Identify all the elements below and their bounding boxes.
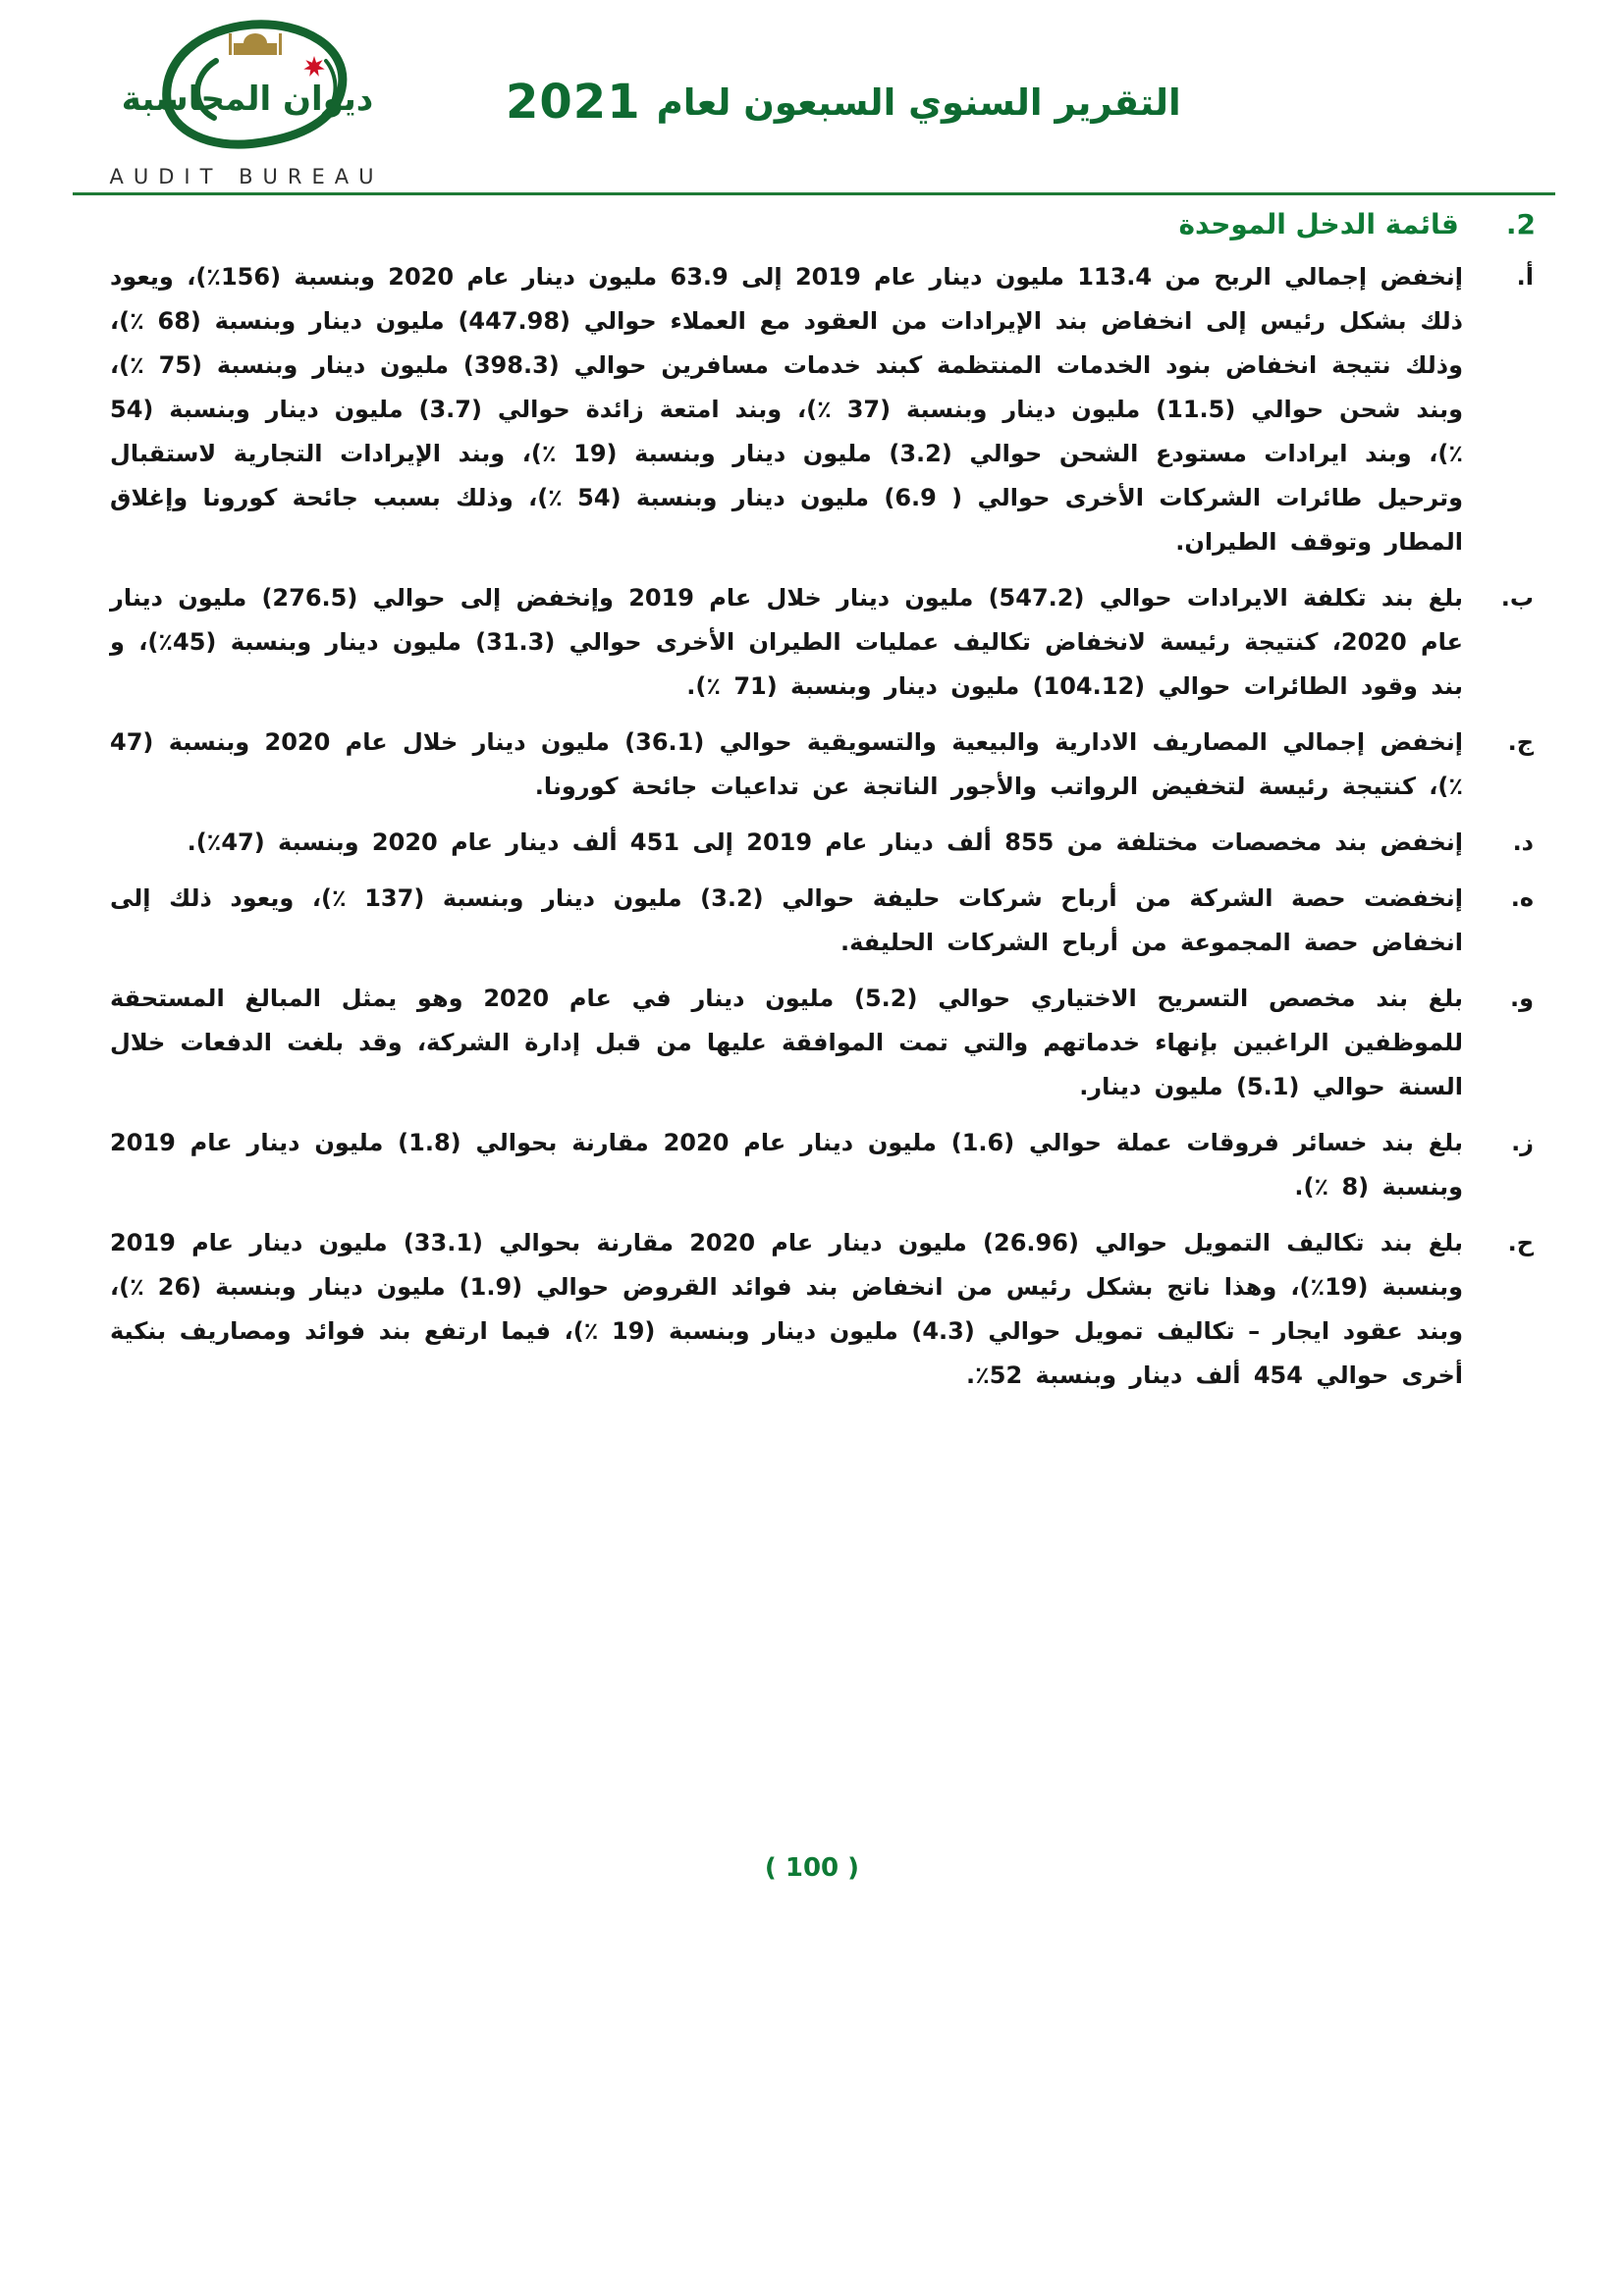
audit-bureau-logo <box>94 10 399 188</box>
item-marker: أ. <box>1516 263 1534 291</box>
report-title-text: التقرير السنوي السبعون لعام <box>656 80 1181 124</box>
section-heading <box>1178 208 1536 240</box>
list-item <box>110 821 1534 865</box>
item-text: إنخفض إجمالي المصاريف الادارية والبيعية والتسويقية حوالي (36.1) مليون دينار خلال عام 2020 وبنسبة (47 ٪)، كنتيجة رئيسة لتخفيض الرواتب والأجور الناتجة عن تداعيات جائحة كورونا. <box>110 728 1463 800</box>
item-marker: ج. <box>1507 728 1534 756</box>
section-title: قائمة الدخل الموحدة <box>1178 208 1459 240</box>
page-number: ( 100 ) <box>764 1853 860 1883</box>
section-body <box>110 255 1534 1410</box>
header-divider <box>73 192 1555 195</box>
list-item <box>110 1121 1534 1209</box>
item-text: بلغ بند تكلفة الايرادات حوالي (547.2) مليون دينار خلال عام 2019 وإنخفض إلى حوالي (276.5) مليون دينار عام 2020، كنتيجة رئيسة لانخفاض تكاليف عمليات الطيران الأخرى حوالي (31.3) مليون دينار وبنسبة (45٪)، و بند وقود الطائرات حوالي (104.12) مليون دينار وبنسبة (71 ٪). <box>110 584 1464 700</box>
item-marker: و. <box>1509 985 1534 1012</box>
list-item <box>110 977 1534 1109</box>
item-marker: ب. <box>1500 584 1534 612</box>
logo-building-icon <box>229 33 282 55</box>
logo-latin-name: AUDIT BUREAU <box>109 165 384 188</box>
logo-emblem <box>94 10 399 159</box>
item-text: إنخفض بند مخصصات مختلفة من 855 ألف دينار عام 2019 إلى 451 ألف دينار عام 2020 وبنسبة (47٪). <box>187 828 1463 856</box>
list-item <box>110 255 1534 564</box>
item-marker: ه. <box>1510 884 1534 912</box>
list-item <box>110 576 1534 709</box>
logo-star-icon <box>303 56 324 77</box>
item-marker: ح. <box>1507 1229 1534 1256</box>
item-text: إنخفض إجمالي الربح من 113.4 مليون دينار عام 2019 إلى 63.9 مليون دينار عام 2020 وبنسبة (156٪)، ويعود ذلك بشكل رئيس إلى انخفاض بند الإيرادات من العقود مع العملاء حوالي (447.98) مليون دينار وبنسبة (68 ٪)، وذلك نتيجة انخفاض بنود الخدمات المنتظمة كبند خدمات مسافرين حوالي (398.3) مليون دينار وبنسبة (75 ٪)، وبند شحن حوالي (11.5) مليون دينار وبنسبة (37 ٪)، وبند امتعة زائدة حوالي (3.7) مليون دينار وبنسبة (54 ٪)، وبند ايرادات مستودع الشحن حوالي (3.2) مليون دينار وبنسبة (19 ٪)، وبند الإيرادات التجارية لاستقبال وترحيل طائرات الشركات الأخرى حوالي ( 6.9) مليون دينار وبنسبة (54 ٪)، وذلك بسبب جائحة كورونا وإغلاق المطار وتوقف الطيران. <box>110 263 1464 556</box>
item-text: بلغ بند خسائر فروقات عملة حوالي (1.6) مليون دينار عام 2020 مقارنة بحوالي (1.8) مليون دينار عام 2019 وبنسبة (8 ٪). <box>110 1129 1463 1201</box>
list-item <box>110 721 1534 809</box>
item-text: بلغ بند مخصص التسريح الاختياري حوالي (5.2) مليون دينار في عام 2020 وهو يمثل المبالغ المستحقة للموظفين الراغبين بإنهاء خدماتهم والتي تمت الموافقة عليها من قبل إدارة الشركة، وقد بلغت الدفعات خلال السنة حوالي (5.1) مليون دينار. <box>110 985 1463 1100</box>
list-item <box>110 1221 1534 1398</box>
item-text: بلغ بند تكاليف التمويل حوالي (26.96) مليون دينار عام 2020 مقارنة بحوالي (33.1) مليون دينار عام 2019 وبنسبة (19٪)، وهذا ناتج بشكل رئيس من انخفاض بند فوائد القروض حوالي (1.9) مليون دينار وبنسبة (26 ٪)، وبند عقود ايجار – تكاليف تمويل حوالي (4.3) مليون دينار وبنسبة (19 ٪)، فيما ارتفع بند فوائد ومصاريف بنكية أخرى حوالي 454 ألف دينار وبنسبة 52٪. <box>110 1229 1464 1389</box>
report-title-year: 2021 <box>506 75 641 130</box>
item-marker: د. <box>1512 828 1534 856</box>
logo-arabic-name: ديوان المحاسبة <box>121 80 374 119</box>
section-number: 2. <box>1505 208 1536 240</box>
report-title <box>506 75 1181 130</box>
item-text: إنخفضت حصة الشركة من أرباح شركات حليفة حوالي (3.2) مليون دينار وبنسبة (137 ٪)، ويعود ذلك إلى انخفاض حصة المجموعة من أرباح الشركات الحليفة. <box>110 884 1464 956</box>
item-marker: ز. <box>1511 1129 1534 1156</box>
list-item <box>110 877 1534 965</box>
